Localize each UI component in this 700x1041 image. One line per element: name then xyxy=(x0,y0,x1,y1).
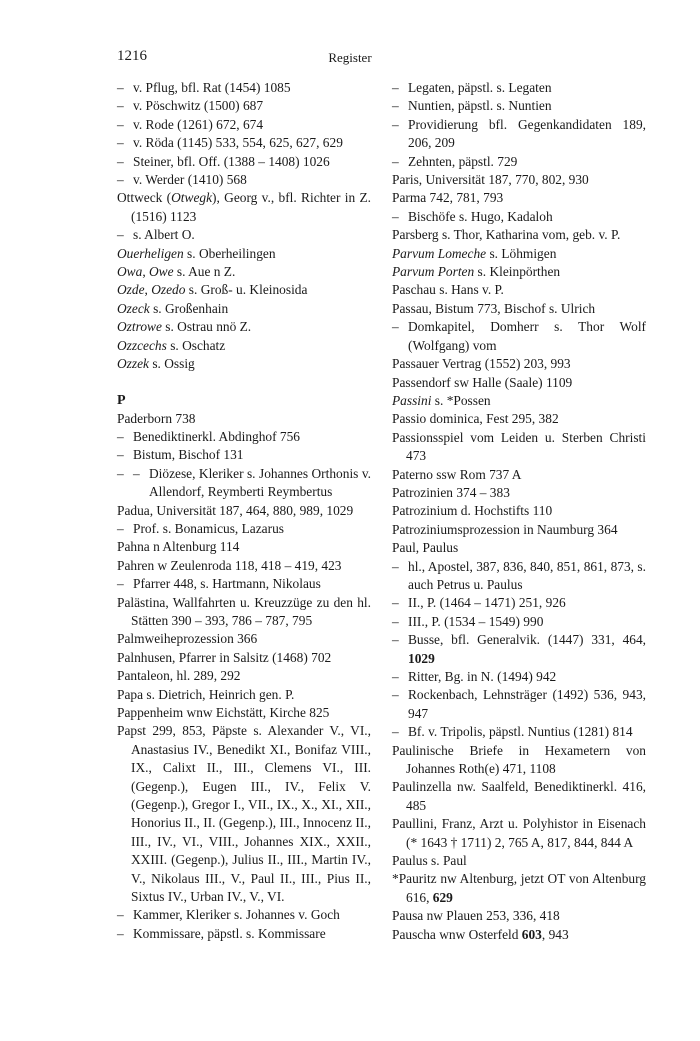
index-entry xyxy=(392,410,646,428)
index-entry xyxy=(392,466,646,484)
entry-text: Patrozinium d. Hochstifts 110 xyxy=(392,503,553,519)
index-subentry xyxy=(117,79,371,97)
index-entry xyxy=(392,171,646,189)
entry-text: v. Röda (1145) 533, 554, 625, 627, 629 xyxy=(133,135,343,151)
index-entry xyxy=(392,263,646,281)
entry-text: s. Ostrau nnö Z. xyxy=(161,319,252,335)
index-entry xyxy=(392,539,646,557)
entry-text: , xyxy=(142,264,150,280)
subentry-dash: – xyxy=(117,520,124,536)
entry-text: Parsberg s. Thor, Katharina vom, geb. v. P. xyxy=(392,227,621,243)
index-entry xyxy=(117,594,371,631)
index-entry xyxy=(392,300,646,318)
subentry-dash: – xyxy=(392,595,399,611)
subentry-dash: – xyxy=(392,153,399,169)
main-reference-page: 629 xyxy=(432,889,453,905)
index-entry xyxy=(117,722,371,906)
entry-text: Steiner, bfl. Off. (1388 – 1408) 1026 xyxy=(133,153,330,169)
entry-text: s. Oschatz xyxy=(166,337,226,353)
entry-text: Passionsspiel vom Leiden u. Sterben Christi 473 xyxy=(392,429,646,464)
index-entry xyxy=(392,852,646,870)
entry-text: v. Pöschwitz (1500) 687 xyxy=(133,98,264,114)
entry-text: Palnhusen, Pfarrer in Salsitz (1468) 702 xyxy=(117,649,332,665)
entry-text: v. Rode (1261) 672, 674 xyxy=(133,116,264,132)
index-subentry xyxy=(117,465,371,502)
index-subentry xyxy=(392,594,646,612)
subentry-dash: – xyxy=(117,925,124,941)
section-letter-heading: P xyxy=(117,392,126,408)
entry-text: s. Groß- u. Kleinosida xyxy=(185,282,308,298)
index-entry xyxy=(392,355,646,373)
index-entry xyxy=(117,538,371,556)
entry-text: Paullini, Franz, Arzt u. Polyhistor in Eisenach (* 1643 † 1711) 2, 765 A, 817, 844, 844 A xyxy=(392,816,646,850)
historical-name-variant: Owe xyxy=(149,264,174,280)
entry-text: Rockenbach, Lehnsträger (1492) 536, 943, 947 xyxy=(408,687,646,721)
subentry-dash: – xyxy=(133,465,140,481)
entry-text: Nuntien, päpstl. s. Nuntien xyxy=(408,98,552,114)
entry-text: Palästina, Wallfahrten u. Kreuzzüge zu den hl. Stätten 390 – 393, 786 – 787, 795 xyxy=(117,594,371,628)
entry-text: Bistum, Bischof 131 xyxy=(133,447,244,463)
index-subentry xyxy=(392,97,646,115)
subentry-dash: – xyxy=(117,116,124,132)
index-subentry xyxy=(117,97,371,115)
historical-name-variant: Ozedo xyxy=(151,282,186,298)
index-entry xyxy=(117,337,371,355)
subentry-dash: – xyxy=(392,669,399,684)
index-entry xyxy=(117,263,371,281)
entry-text: Parma 742, 781, 793 xyxy=(392,190,504,206)
subentry-dash: – xyxy=(117,153,124,169)
index-subentry xyxy=(117,226,371,244)
subentry-dash: – xyxy=(392,632,399,648)
entry-text: Pappenheim wnw Eichstätt, Kirche 825 xyxy=(117,705,330,720)
entry-text: , xyxy=(144,282,152,298)
entry-text: s. Ossig xyxy=(148,356,195,372)
index-entry xyxy=(392,189,646,207)
historical-name-variant: Passini xyxy=(392,392,432,408)
subentry-dash: – xyxy=(392,98,399,114)
entry-text: s. Löhmigen xyxy=(486,245,557,261)
entry-text: Passauer Vertrag (1552) 203, 993 xyxy=(392,356,571,372)
index-entry xyxy=(392,907,646,925)
entry-text: Paulinzella nw. Saalfeld, Benediktinerkl. 416, 485 xyxy=(392,779,646,813)
index-subentry xyxy=(117,153,371,171)
index-subentry xyxy=(392,668,646,686)
entry-text: Kommissare, päpstl. s. Kommissare xyxy=(133,925,326,941)
entry-text: Kammer, Kleriker s. Johannes v. Goch xyxy=(133,907,340,923)
index-entry xyxy=(392,502,646,520)
running-head: Register xyxy=(328,50,372,65)
index-subentry xyxy=(392,558,646,595)
index-entry xyxy=(117,630,371,648)
index-entry xyxy=(392,926,646,944)
index-subentry xyxy=(117,171,371,189)
entry-text: Paderborn 738 xyxy=(117,410,196,426)
index-entry xyxy=(117,281,371,299)
historical-name-variant: Ouerheligen xyxy=(117,245,184,261)
entry-text: s. Kleinpörthen xyxy=(474,264,561,280)
entry-text: Passendorf sw Halle (Saale) 1109 xyxy=(392,374,573,390)
subentry-dash: – xyxy=(392,613,399,629)
historical-name-variant: Parvum Lomeche xyxy=(392,245,487,261)
index-subentry xyxy=(117,428,371,446)
index-entry xyxy=(392,870,646,907)
entry-text: s. Oberheilingen xyxy=(183,245,276,261)
index-column-right xyxy=(392,79,646,944)
page-number: 1216 xyxy=(117,48,147,64)
index-entry xyxy=(117,245,371,263)
subentry-dash: – xyxy=(117,135,124,151)
entry-text: s. Albert O. xyxy=(133,227,195,243)
entry-text: , 943 xyxy=(541,926,569,942)
index-entry xyxy=(117,318,371,336)
index-entry xyxy=(392,742,646,779)
subentry-dash: – xyxy=(392,116,399,132)
historical-name-variant: Owa xyxy=(117,264,143,280)
entry-text: Patroziniumsprozession in Naumburg 364 xyxy=(392,521,618,537)
historical-name-variant: Ozzek xyxy=(117,356,149,372)
entry-text: Busse, bfl. Generalvik. (1447) 331, 464, xyxy=(408,632,646,648)
entry-text: Ritter, Bg. in N. (1494) 942 xyxy=(408,669,557,684)
entry-text: Paterno ssw Rom 737 A xyxy=(392,466,522,482)
index-subentry xyxy=(117,116,371,134)
entry-text: s. Aue n Z. xyxy=(173,264,236,280)
entry-text: Paulus s. Paul xyxy=(392,853,467,869)
index-entry xyxy=(117,300,371,318)
index-subentry xyxy=(392,723,646,741)
subentry-dash: – xyxy=(117,447,124,463)
subentry-dash: – xyxy=(117,172,124,188)
entry-text: Patrozinien 374 – 383 xyxy=(392,484,510,500)
index-subentry xyxy=(392,686,646,723)
index-entry xyxy=(117,355,371,373)
index-entry xyxy=(392,815,646,852)
subentry-dash: – xyxy=(392,687,399,703)
subentry-dash: – xyxy=(392,724,399,740)
index-subentry xyxy=(392,613,646,631)
index-entry xyxy=(117,410,371,428)
index-entry xyxy=(392,778,646,815)
index-subentry xyxy=(117,925,371,943)
entry-text: Domkapitel, Domherr s. Thor Wolf (Wolfgang) vom xyxy=(408,319,646,353)
entry-text: Legaten, päpstl. s. Legaten xyxy=(408,80,552,95)
entry-text: Palmweiheprozession 366 xyxy=(117,631,258,647)
subentry-dash: – xyxy=(117,465,124,481)
entry-text: *Pauritz nw Altenburg, jetzt OT von Altenburg 616, xyxy=(392,871,646,905)
entry-text: Papst 299, 853, Päpste s. Alexander V., VI., Anastasius IV., Benedikt XI., Bonifaz VIII., IX., Calixt II., III., Clemens VI., III. (Gegenp.), Eugen III., IV., Felix V. (Gegenp.), Gregor I., VII., IX., X., XI., XII., Honorius II., II. (Gegenp.), III., Innocenz II., III., IV., VI., VIII., Johannes XIX., XXII., XXIII. (Gegenp.), Julius II., III., Martin IV., V., Nikolaus III., V., Paul II., III., Pius II., Sixtus IV., Urban IV., V., VI. xyxy=(117,723,371,905)
entry-text: Paulinische Briefe in Hexametern von Johannes Roth(e) 471, 1108 xyxy=(392,742,646,777)
entry-text: s. *Possen xyxy=(431,392,491,408)
entry-text: Pahna n Altenburg 114 xyxy=(117,539,240,555)
entry-text: Passio dominica, Fest 295, 382 xyxy=(392,411,559,427)
index-entry xyxy=(392,281,646,299)
index-column-left xyxy=(117,79,371,943)
historical-name-variant: Ozde xyxy=(117,282,145,298)
entry-text: s. Großenhain xyxy=(149,300,229,316)
historical-name-variant: Otwegk xyxy=(171,190,213,206)
entry-text: Pahren w Zeulenroda 118, 418 – 419, 423 xyxy=(117,557,342,573)
entry-text: Diözese, Kleriker s. Johannes Orthonis v. Allendorf, Reymberti Reymbertus xyxy=(149,465,371,500)
index-subentry xyxy=(117,520,371,538)
index-entry xyxy=(117,649,371,667)
index-entry xyxy=(117,667,371,685)
entry-text: II., P. (1464 – 1471) 251, 926 xyxy=(408,595,566,611)
entry-text: Benediktinerkl. Abdinghof 756 xyxy=(133,428,300,444)
main-reference-page: 603 xyxy=(521,926,542,942)
index-entry xyxy=(392,392,646,410)
entry-text: Bischöfe s. Hugo, Kadaloh xyxy=(408,208,553,224)
historical-name-variant: Oztrowe xyxy=(117,319,162,335)
entry-text: Pantaleon, hl. 289, 292 xyxy=(117,668,241,684)
entry-text: Paris, Universität 187, 770, 802, 930 xyxy=(392,172,589,188)
subentry-dash: – xyxy=(117,98,124,114)
index-subentry xyxy=(117,575,371,593)
index-entry xyxy=(392,429,646,466)
entry-text: Paschau s. Hans v. P. xyxy=(392,282,504,298)
historical-name-variant: Parvum Porten xyxy=(392,264,475,280)
index-subentry xyxy=(392,631,646,668)
index-subentry xyxy=(392,116,646,153)
main-reference-page: 1029 xyxy=(408,650,435,666)
index-subentry xyxy=(117,446,371,464)
entry-text: v. Pflug, bfl. Rat (1454) 1085 xyxy=(133,80,291,95)
entry-text: Pfarrer 448, s. Hartmann, Nikolaus xyxy=(133,576,321,592)
entry-text: Pausa nw Plauen 253, 336, 418 xyxy=(392,908,560,924)
entry-text: Passau, Bistum 773, Bischof s. Ulrich xyxy=(392,300,596,316)
subentry-dash: – xyxy=(117,80,124,95)
subentry-dash: – xyxy=(117,907,124,923)
index-entry xyxy=(117,704,371,722)
historical-name-variant: Ozeck xyxy=(117,300,150,316)
entry-text: Zehnten, päpstl. 729 xyxy=(408,153,518,169)
index-subentry xyxy=(117,134,371,152)
index-subentry xyxy=(117,906,371,924)
subentry-dash: – xyxy=(392,319,399,335)
index-subentry xyxy=(392,79,646,97)
index-entry xyxy=(392,484,646,502)
index-entry xyxy=(117,686,371,704)
subentry-dash: – xyxy=(392,558,399,574)
index-entry xyxy=(392,226,646,244)
subentry-dash: – xyxy=(117,428,124,444)
entry-text: III., P. (1534 – 1549) 990 xyxy=(408,613,544,629)
entry-text: Paul, Paulus xyxy=(392,540,459,556)
subentry-dash: – xyxy=(392,208,399,224)
index-subentry xyxy=(392,318,646,355)
subentry-dash: – xyxy=(392,80,399,95)
entry-text: Providierung bfl. Gegenkandidaten 189, 206, 209 xyxy=(408,116,646,151)
entry-text: ), Georg v., bfl. Richter in Z. (1516) 1123 xyxy=(131,190,372,224)
index-subentry xyxy=(392,208,646,226)
entry-text: Prof. s. Bonamicus, Lazarus xyxy=(133,520,284,536)
entry-text: v. Werder (1410) 568 xyxy=(133,172,247,188)
index-entry xyxy=(392,521,646,539)
entry-text: Ottweck ( xyxy=(117,190,172,206)
subentry-dash: – xyxy=(117,576,124,592)
entry-text: hl., Apostel, 387, 836, 840, 851, 861, 873, s. auch Petrus u. Paulus xyxy=(408,558,646,592)
index-entry xyxy=(117,189,371,226)
entry-text: Padua, Universität 187, 464, 880, 989, 1029 xyxy=(117,502,354,518)
entry-text: Bf. v. Tripolis, päpstl. Nuntius (1281) 814 xyxy=(408,724,633,740)
historical-name-variant: Ozzcechs xyxy=(117,337,167,353)
subentry-dash: – xyxy=(117,227,124,243)
entry-text: Pauscha wnw Osterfeld xyxy=(392,926,522,942)
index-entry xyxy=(117,502,371,520)
index-entry xyxy=(392,245,646,263)
index-entry xyxy=(117,557,371,575)
index-entry xyxy=(392,374,646,392)
entry-text: Papa s. Dietrich, Heinrich gen. P. xyxy=(117,686,295,702)
index-subentry xyxy=(392,153,646,171)
